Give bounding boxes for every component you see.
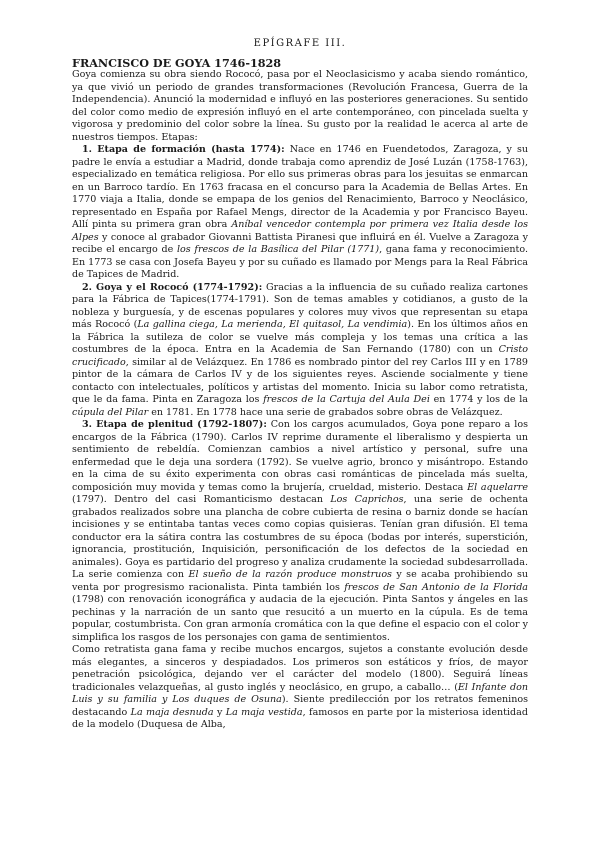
- stage1-text-1: Nace en 1746 en Fuendetodos, Zaragoza, y su padre le envía a estudiar a Madrid, donde trabaja como aprendiz de José Luzán (1758-1763), especializado en temática religiosa. Por ello sus primeras obras para los jesuitas se enmarcan en un Barroco tardío. En 1763 fracasa en el concurso para la Academia de Bellas Artes. En 1770 viaja a Italia, donde se empapa de los genios del Renacimiento, Barroco y Neoclásico, representado en España por Rafael Mengs, director de la Academia y por Francisco Bayeu. Allí pinta su primera gran obra: [72, 144, 528, 230]
- portrait-text-1: Como retratista gana fama y recibe muchos encargos, sujetos a constante evolución desde más elegantes, a sinceros y despiadados. Los primeros son estáticos y fríos, de mayor penetración psicológica, dejando ver el carácter del modelo (1800). Seguirá líneas tradicionales velazqueñas, al gusto inglés y neoclásico, en grupo, a caballo… (: [72, 644, 528, 693]
- portrait-work-maja-vestida: La maja vestida: [225, 706, 303, 718]
- stage2-heading: 2. Goya y el Rococó (1774-1792):: [82, 281, 263, 293]
- stage3-work-aquelarre: El aquelarre: [467, 481, 528, 493]
- stage2-text-1: Gracias a la influencia de su cuñado realiza cartones para la Fábrica de Tapices(1774-1791). Son de temas amables y cotidianos, a gusto de la nobleza y burguesía, y de escenas populares y colores muy vivos que representan su etapa más Rococó (: [72, 281, 528, 330]
- stage1-text-2: y conoce al grabador Giovanni Battista Piranesi que influirá en él. Vuelve a Zaragoza y recibe el encargo de: [72, 231, 528, 255]
- stage1-work-anibal: Aníbal vencedor contempla por primera vez Italia desde los Alpes: [72, 219, 529, 243]
- stage3-work-sueno-razon: El sueño de la razón produce monstruos: [188, 569, 392, 580]
- stage3-paragraph: [72, 419, 528, 644]
- stage2-text-4: en 1774 y los de la: [429, 394, 528, 405]
- section-header: EPÍGRAFE III.: [253, 38, 347, 49]
- stage3-text-2: (1797). Dentro del casi Romanticismo destacan: [72, 494, 331, 505]
- stage3-text-5: (1798) con renovación iconográfica y audacia de la ejecución. Pinta Santos y ángeles en las pechinas y la narración de un santo que resucitó a un muerto en la cúpula. Es de tema popular, costumbrista. Con gran armonía cromática con la que define el espacio con el color y simplifica los rasgos de los personajes con gama de sentimientos.: [72, 594, 528, 643]
- portrait-work-maja-desnuda: La maja desnuda: [130, 706, 214, 718]
- stage2-text-5: en 1781. En 1778 hace una serie de grabados sobre obras de Velázquez.: [148, 406, 503, 418]
- stage2-text-3: , similar al de Velázquez. En 1786 es nombrado pintor del rey Carlos III y en 1789 pintor de la cámara de Carlos IV y de los siguientes reyes. Asciende socialmente y tiene contacto con intelectuales, políticos y artistas del momento. Inicia su labor como retratista, que le da fama. Pinta en Zaragoza los: [72, 356, 528, 405]
- portrait-text-3: y: [213, 706, 226, 718]
- stage3-text-4: y se acaba prohibiendo su venta por progresismo racionalista. Pinta también los: [72, 569, 528, 593]
- stage3-text-1: Con los cargos acumulados, Goya pone reparo a los encargos de la Fábrica (1790). Carlos IV reprime duramente el liberalismo y despierta un sentimiento de rebeldía. Comienzan cambios a nivel artístico y personal, sufre una enfermedad que le deja una sordera (1792). Se vuelve agrio, bronco y misántropo. Estando en la cima de su éxito experimenta con obras casi románticas de pincelada más suelta, composición muy movida y temas como la brujería, crueldad, misterio. Destaca: [72, 419, 528, 493]
- stage3-work-san-antonio: frescos de San Antonio de la Florida: [344, 581, 529, 593]
- document-body: [72, 69, 528, 732]
- portrait-work-infante: El Infante don Luis y su familia y Los duques de Osuna: [72, 681, 528, 705]
- intro-paragraph: [72, 69, 528, 144]
- section-title: FRANCISCO DE GOYA 1746-1828: [72, 56, 282, 70]
- stage1-text-3: , gana fama y reconocimiento. En 1773 se casa con Josefa Bayeu y por su cuñado es llamado por Mengs para la Real Fábrica de Tapices de Madrid.: [72, 244, 528, 280]
- intro-text: Goya comienza su obra siendo Rococó, pasa por el Neoclasicismo y acaba siendo romántico, ya que vivió un periodo de grandes transformaciones (Revolución Francesa, Guerra de la Independencia). Anunció la modernidad e influyó en las posteriores generaciones. Su sentido del color como medio de expresión influyó en el arte contemporáneo, con pincelada suelta y vigorosa y predominio del color sobre la línea. Su gusto por la realidad le acerca al arte de nuestros tiempos. Etapas:: [72, 69, 528, 143]
- stage2-work-aula-dei: frescos de la Cartuja del Aula Dei: [263, 394, 430, 405]
- portrait-paragraph: [72, 644, 528, 732]
- stage2-text-2: ). En los últimos años en la Fábrica la sutileza de color se vuelve más compleja y los temas una crítica a las costumbres de la época. Entra en la Academia de San Fernando (1780) con un: [72, 319, 528, 355]
- stage2-work-cupula-pilar: cúpula del Pilar: [72, 406, 149, 418]
- stage2-work-cristo: Cristo crucificado: [72, 344, 528, 368]
- stage1-paragraph: [72, 144, 528, 282]
- portrait-text-4: , famosos en parte por la misteriosa identidad de la modelo (Duquesa de Alba,: [72, 706, 528, 730]
- stage1-heading: 1. Etapa de formación (hasta 1774):: [82, 144, 285, 155]
- stage3-heading: 3. Etapa de plenitud (1792-1807):: [82, 419, 267, 430]
- stage3-text-3: , una serie de ochenta grabados realizados sobre una plancha de cobre cubierta de resina o barniz donde se hacían incisiones y se entintaba tantas veces como copias quisieras. Tenían gran difusión. El tema conductor era la sátira contra las costumbres de su época (bodas por interés, superstición, ignorancia, prostitución, Inquisición, personificación de los defectos de la sociedad en animales). Goya es partidario del progreso y analiza crudamente la sociedad subdesarrollada. La serie comienza con: [72, 494, 529, 580]
- stage2-work-cartoons: La gallina ciega, La merienda, El quitasol, La vendimia: [137, 319, 408, 330]
- stage2-paragraph: [72, 282, 528, 420]
- stage3-work-caprichos: Los Caprichos: [330, 494, 404, 505]
- portrait-text-2: ). Siente predilección por los retratos femeninos destacando: [72, 694, 529, 718]
- stage1-work-pilar-frescos: los frescos de la Basílica del Pilar (1771): [177, 244, 380, 255]
